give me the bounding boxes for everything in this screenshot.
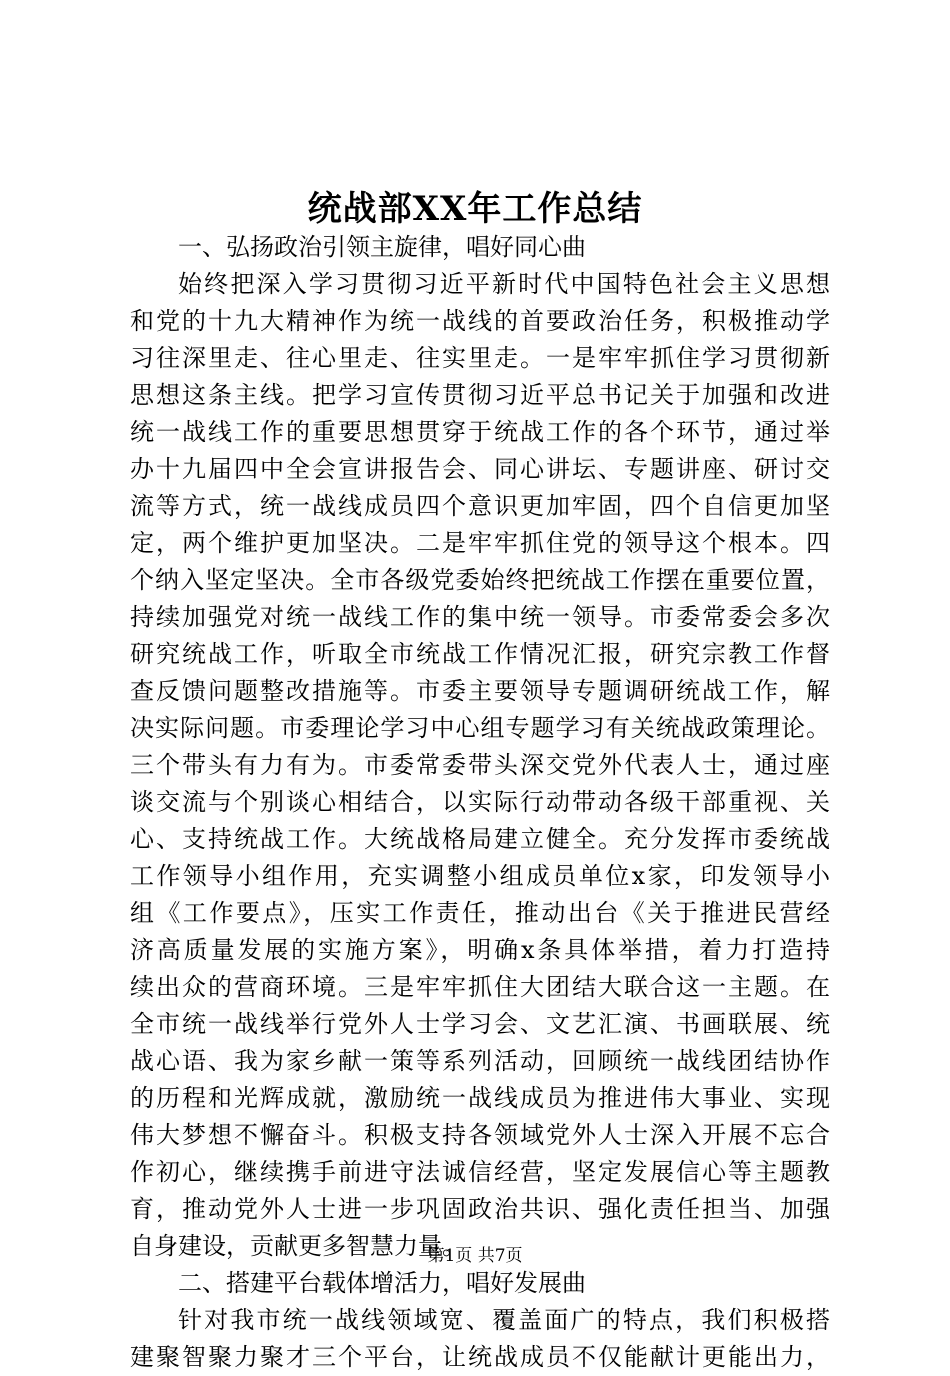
paragraph-line: 续出众的营商环境。三是牢牢抓住大团结大联合这一主题。在 <box>130 973 830 1001</box>
paragraph-line: 组《工作要点》，压实工作责任，推动出台《关于推进民营经 <box>130 899 830 927</box>
paragraph-line: 和党的十九大精神作为统一战线的首要政治任务，积极推动学 <box>130 307 830 335</box>
paragraph-line: 始终把深入学习贯彻习近平新时代中国特色社会主义思想 <box>178 270 830 298</box>
paragraph-line: 全市统一战线举行党外人士学习会、文艺汇演、书画联展、统 <box>130 1010 830 1038</box>
paragraph-line: 习往深里走、往心里走、往实里走。一是牢牢抓住学习贯彻新 <box>130 344 830 372</box>
paragraph-line: 谈交流与个别谈心相结合，以实际行动带动各级干部重视、关 <box>130 788 830 816</box>
paragraph-line: 济高质量发展的实施方案》，明确x条具体举措，着力打造持 <box>130 936 830 964</box>
paragraph-line: 工作领导小组作用，充实调整小组成员单位x家，印发领导小 <box>130 862 830 890</box>
paragraph-line: 战心语、我为家乡献一策等系列活动，回顾统一战线团结协作 <box>130 1047 830 1075</box>
paragraph-line: 统一战线工作的重要思想贯穿于统战工作的各个环节，通过举 <box>130 418 830 446</box>
paragraph-line: 办十九届四中全会宣讲报告会、同心讲坛、专题讲座、研讨交 <box>130 455 830 483</box>
page-footer: 第1页 共7页 <box>427 1246 523 1266</box>
document-body <box>130 229 830 1376</box>
paragraph-line: 研究统战工作，听取全市统战工作情况汇报，研究宗教工作督 <box>130 640 830 668</box>
paragraph-line: 作初心，继续携手前进守法诚信经营，坚定发展信心等主题教 <box>130 1158 830 1186</box>
paragraph-line: 自身建设，贡献更多智慧力量。 <box>130 1232 466 1260</box>
paragraph-line: 查反馈问题整改措施等。市委主要领导专题调研统战工作，解 <box>130 677 830 705</box>
section-heading: 一、弘扬政治引领主旋律，唱好同心曲 <box>178 233 586 261</box>
paragraph-line: 三个带头有力有为。市委常委带头深交党外代表人士，通过座 <box>130 751 830 779</box>
paragraph-line: 针对我市统一战线领域宽、覆盖面广的特点，我们积极搭 <box>178 1306 830 1334</box>
paragraph-line: 决实际问题。市委理论学习中心组专题学习有关统战政策理论。 <box>130 714 830 742</box>
paragraph-line: 持续加强党对统一战线工作的集中统一领导。市委常委会多次 <box>130 603 830 631</box>
paragraph-line: 个纳入坚定坚决。全市各级党委始终把统战工作摆在重要位置， <box>130 566 830 594</box>
paragraph-line: 思想这条主线。把学习宣传贯彻习近平总书记关于加强和改进 <box>130 381 830 409</box>
section-heading: 二、搭建平台载体增活力，唱好发展曲 <box>178 1269 586 1297</box>
paragraph-line: 心、支持统战工作。大统战格局建立健全。充分发挥市委统战 <box>130 825 830 853</box>
paragraph-line: 流等方式，统一战线成员四个意识更加牢固，四个自信更加坚 <box>130 492 830 520</box>
paragraph-line: 育，推动党外人士进一步巩固政治共识、强化责任担当、加强 <box>130 1195 830 1223</box>
paragraph-line: 定，两个维护更加坚决。二是牢牢抓住党的领导这个根本。四 <box>130 529 830 557</box>
paragraph-line: 的历程和光辉成就，激励统一战线成员为推进伟大事业、实现 <box>130 1084 830 1112</box>
document-title: 统战部XX年工作总结 <box>307 189 643 229</box>
paragraph-line: 建聚智聚力聚才三个平台，让统战成员不仅能献计更能出力， <box>130 1343 830 1371</box>
paragraph-line: 伟大梦想不懈奋斗。积极支持各领域党外人士深入开展不忘合 <box>130 1121 830 1149</box>
